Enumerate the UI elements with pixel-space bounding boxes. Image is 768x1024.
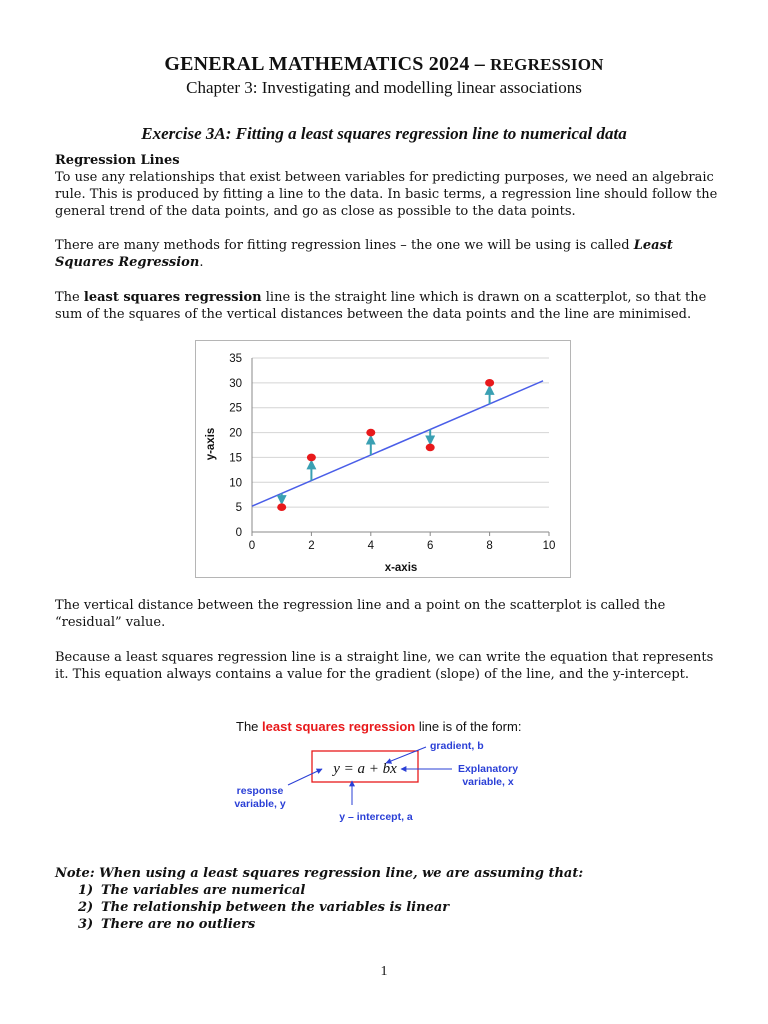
scatterplot-figure [195,340,571,578]
y-tick-label: 30 [229,377,242,390]
formula-intro [236,719,521,734]
data-point [366,429,375,437]
regression-line [252,381,543,506]
paragraph-intro: To use any relationships that exist between variables for predicting purposes, we need an algebraic rule. This is produced by fitting a line to the data. In basic terms, a regression line should follow the general trend of the data points, and go as close as possible to the data points. [55,170,718,219]
formula-intro-end: line is of the form: [415,719,522,734]
note-item-number: 2) [78,900,94,915]
response-label-line1: response [236,785,284,797]
data-point [426,444,435,452]
paragraph-methods [55,237,725,271]
data-point [485,379,494,387]
response-label-line2: variable, y [234,798,286,810]
note-item [78,899,748,916]
regression-equation: y = a + bx [333,761,397,777]
section-heading: Regression Lines [55,153,180,168]
title-main: GENERAL MATHEMATICS 2024 – [164,53,485,75]
paragraph-definition-start: The [55,290,84,305]
y-axis-label: y-axis [205,427,217,461]
y-tick-label: 10 [229,477,242,490]
note-item-text: There are no outliers [101,917,256,932]
note-item-text: The relationship between the variables is linear [101,900,450,915]
explanatory-label-line2: variable, x [462,776,514,788]
paragraph-definition-bold: least squares regression [83,290,262,305]
note-item [78,882,748,899]
paragraph-definition [55,289,725,323]
formula-intro-start: The [236,719,263,734]
y-tick-label: 0 [235,527,242,539]
gradient-arrow [386,747,426,763]
x-tick-label: 10 [542,540,556,552]
y-tick-label: 35 [229,353,242,365]
paragraph-methods-end: . [199,255,204,270]
note-item-text: The variables are numerical [101,883,306,898]
formula-intro-highlight: least squares regression [262,719,416,734]
formula-diagram [228,713,540,831]
gradient-label: gradient, b [430,740,484,752]
note-item-number: 1) [78,883,94,898]
exercise-heading: Exercise 3A: Fitting a least squares regression line to numerical data [141,124,627,143]
chapter-subtitle: Chapter 3: Investigating and modelling linear associations [186,78,582,97]
explanatory-label-line1: Explanatory [457,763,519,775]
x-tick-label: 8 [486,540,493,552]
note-item [78,916,748,933]
page-number: 1 [380,964,388,979]
note-heading: Note: When using a least squares regression line, we are assuming that: [55,866,584,881]
page-title [0,53,768,76]
x-tick-label: 0 [248,540,256,552]
x-axis-label: x-axis [384,562,418,574]
formula-figure [228,713,540,831]
data-point [277,503,286,511]
note-list [78,882,748,933]
y-tick-label: 15 [229,452,242,465]
intercept-label: y – intercept, a [339,811,413,823]
note-item-number: 3) [78,917,94,932]
paragraph-equation: Because a least squares regression line is a straight line, we can write the equation that represents it. This equation always contains a value for the gradient (slope) of the line, and the y-intercept. [55,650,714,682]
y-tick-label: 20 [229,427,242,440]
paragraph-methods-emphasis: Least Squares Regression [55,238,673,270]
x-tick-label: 2 [308,540,315,552]
paragraph-residual: The vertical distance between the regression line and a point on the scatterplot is called the “residual” value. [55,598,666,630]
scatterplot-svg [196,341,570,577]
title-topic: REGRESSION [490,55,604,74]
paragraph-definition-end: line is the straight line which is drawn on a scatterplot, so that the sum of the squares of the vertical distances between the data points and the line are minimised. [55,290,707,322]
paragraph-methods-start: There are many methods for fitting regression lines – the one we will be using is called [55,238,634,253]
y-tick-label: 5 [235,502,242,515]
y-tick-label: 25 [229,402,242,415]
data-point [307,454,316,462]
x-tick-label: 6 [426,540,434,552]
x-tick-label: 4 [367,540,375,552]
